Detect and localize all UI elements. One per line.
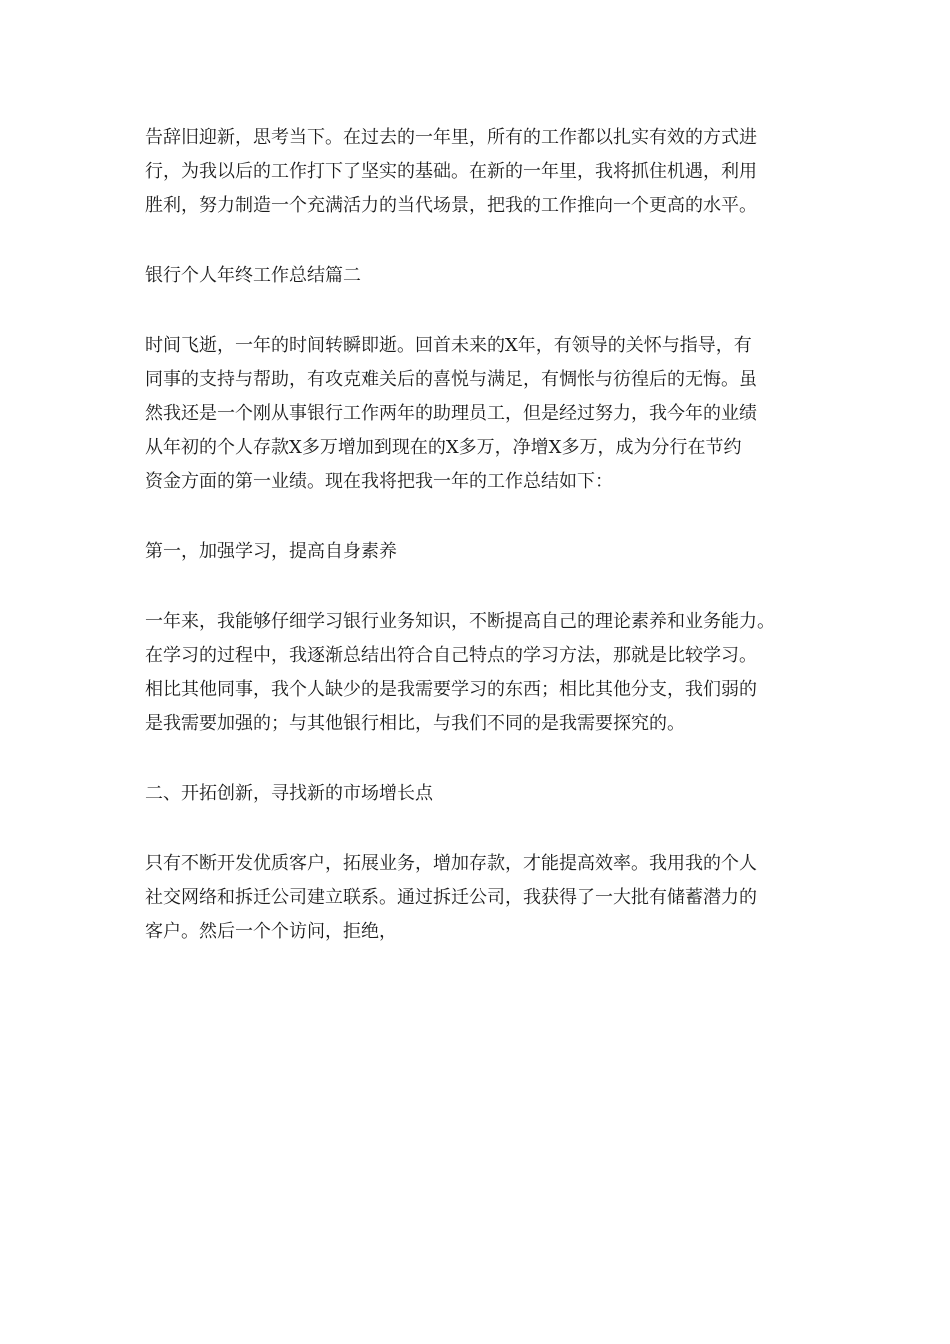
text-line: 相比其他同事，我个人缺少的是我需要学习的东西；相比其他分支，我们弱的 [145, 679, 757, 700]
heading-text: 第一，加强学习，提高自身素养 [145, 541, 397, 562]
section-heading-3 [145, 777, 815, 811]
text-line: 从年初的个人存款X多万增加到现在的X多万，净增X多万，成为分行在节约 [145, 437, 742, 458]
text-line: 只有不断开发优质客户，拓展业务，增加存款，才能提高效率。我用我的个人 [145, 853, 757, 874]
text-line: 时间飞逝，一年的时间转瞬即逝。回首未来的X年，有领导的关怀与指导，有 [145, 335, 752, 356]
text-line: 在学习的过程中，我逐渐总结出符合自己特点的学习方法，那就是比较学习。 [145, 645, 757, 666]
text-line: 资金方面的第一业绩。现在我将把我一年的工作总结如下： [145, 471, 613, 492]
text-line: 胜利，努力制造一个充满活力的当代场景，把我的工作推向一个更高的水平。 [145, 195, 757, 216]
paragraph-3 [145, 605, 815, 741]
text-line: 一年来，我能够仔细学习银行业务知识，不断提高自己的理论素养和业务能力。 [145, 611, 775, 632]
document-body [145, 121, 815, 985]
paragraph-1 [145, 121, 815, 223]
text-line: 行，为我以后的工作打下了坚实的基础。在新的一年里，我将抓住机遇，利用 [145, 161, 757, 182]
text-line: 社交网络和拆迁公司建立联系。通过拆迁公司，我获得了一大批有储蓄潜力的 [145, 887, 757, 908]
section-heading-2 [145, 535, 815, 569]
heading-text: 二、开拓创新，寻找新的市场增长点 [145, 783, 433, 804]
text-line: 告辞旧迎新，思考当下。在过去的一年里，所有的工作都以扎实有效的方式进 [145, 127, 757, 148]
paragraph-2 [145, 329, 815, 499]
text-line: 然我还是一个刚从事银行工作两年的助理员工，但是经过努力，我今年的业绩 [145, 403, 757, 424]
section-heading-1 [145, 259, 815, 293]
paragraph-4 [145, 847, 815, 949]
heading-text: 银行个人年终工作总结篇二 [145, 265, 361, 286]
text-line: 同事的支持与帮助，有攻克难关后的喜悦与满足，有惆怅与彷徨后的无悔。虽 [145, 369, 757, 390]
text-line: 客户。然后一个个访问，拒绝， [145, 921, 397, 942]
text-line: 是我需要加强的；与其他银行相比，与我们不同的是我需要探究的。 [145, 713, 685, 734]
